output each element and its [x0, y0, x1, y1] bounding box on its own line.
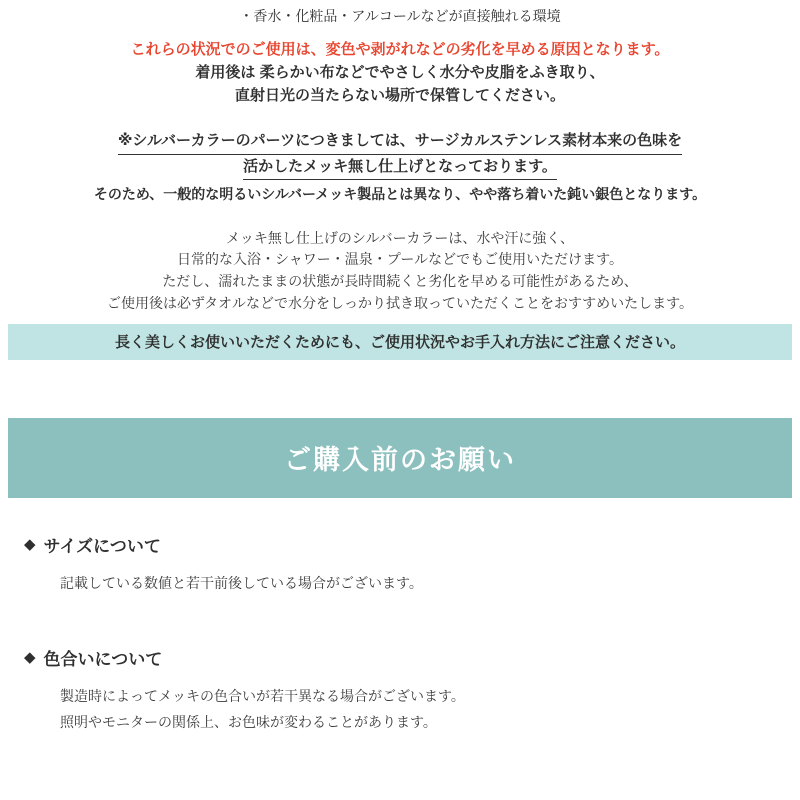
care-bullet-line: ・香水・化粧品・アルコールなどが直接触れる環境 — [239, 8, 561, 24]
spacer — [10, 314, 790, 324]
usage-line-3: ただし、濡れたままの状態が長時間続くと劣化を早める可能性があるため、 — [162, 273, 638, 289]
silver-note-sub: そのため、一般的な明るいシルバーメッキ製品とは異なり、やや落ち着いた鈍い銀色となります。 — [93, 185, 707, 202]
care-instructions-block — [0, 0, 800, 324]
section-heading-band: ご購入前のお願い — [8, 418, 792, 498]
care-warning-line-3: 直射日光の当たらない場所で保管してください。 — [234, 87, 565, 105]
spacer — [10, 206, 790, 228]
spacer — [0, 360, 800, 418]
spacer — [10, 28, 790, 38]
diamond-icon: ◆ — [24, 536, 36, 554]
note-color-body — [8, 684, 792, 736]
note-color-line-1: 製造時によってメッキの色合いが若干異なる場合がございます。 — [60, 688, 465, 705]
note-color-title-row — [8, 645, 792, 670]
pre-purchase-notes — [0, 532, 800, 736]
note-size-body — [8, 571, 792, 597]
note-size-title: サイズについて — [43, 537, 161, 557]
usage-line-4: ご使用後は必ずタオルなどで水分をしっかり拭き取っていただくことをおすすめいたします。 — [106, 294, 694, 311]
spacer — [10, 107, 790, 129]
silver-note-line-2: 活かしたメッキ無し仕上げとなっております。 — [243, 155, 557, 180]
note-size — [8, 532, 792, 597]
care-warning-line-1: これらの状況でのご使用は、変色や剥がれなどの劣化を早める原因となります。 — [130, 40, 670, 58]
silver-color-note — [10, 129, 790, 180]
note-color — [8, 645, 792, 736]
note-color-title: 色合いについて — [43, 650, 163, 670]
usage-line-2: 日常的な入浴・シャワー・温泉・プールなどでもご使用いただけます。 — [177, 251, 623, 268]
diamond-icon: ◆ — [24, 649, 36, 667]
note-color-line-2: 照明やモニターの関係上、お色味が変わることがあります。 — [60, 714, 437, 731]
care-warning-line-2: 着用後は 柔らかい布などでやさしく水分や皮脂をふき取り、 — [195, 63, 605, 81]
care-closing-highlight: 長く美しくお使いいただくためにも、ご使用状況やお手入れ方法にご注意ください。 — [8, 324, 792, 360]
note-size-line-1: 記載している数値と若干前後している場合がございます。 — [60, 575, 423, 592]
usage-line-1: メッキ無し仕上げのシルバーカラーは、水や汗に強く、 — [225, 229, 575, 246]
note-size-title-row — [8, 532, 792, 557]
silver-note-line-1: ※シルバーカラーのパーツにつきましては、サージカルステンレス素材本来の色味を — [118, 129, 682, 154]
